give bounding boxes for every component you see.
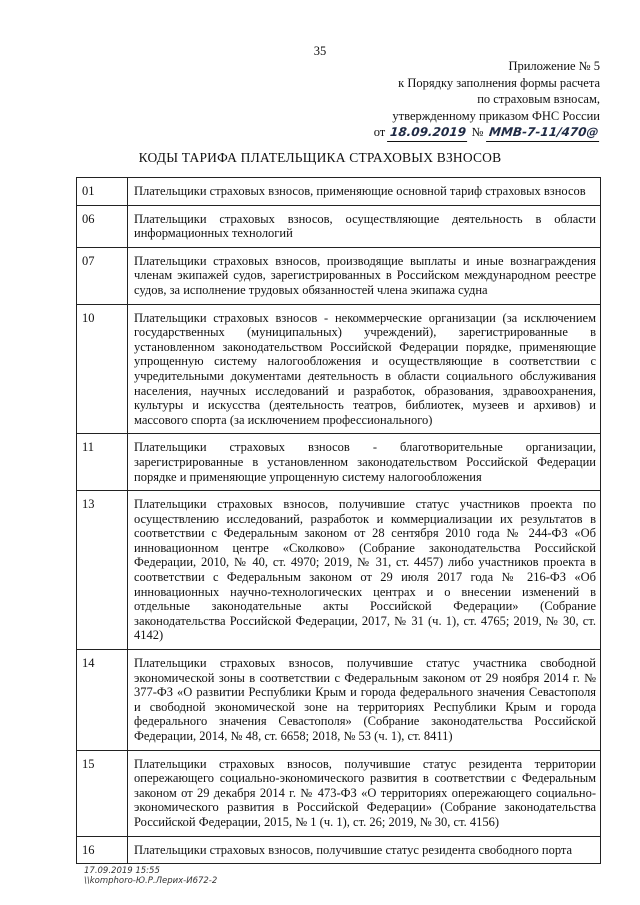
tariff-code: 13 [77,491,128,650]
tariff-description: Плательщики страховых взносов - благотворительные организации, зарегистрированные в установленном законодательством Российской Федерации порядке и применяющие упрощенную систему налогообложения [128,434,601,491]
tariff-description: Плательщики страховых взносов, получившие статус резидента свободного порта [128,836,601,864]
tariff-code: 16 [77,836,128,864]
tariff-code: 14 [77,650,128,751]
table-row [77,750,601,836]
tariff-description: Плательщики страховых взносов, получившие статус участника свободной экономической зоны в соответствии с Федеральным законом от 29 ноября 2014 г. № 377-ФЗ «О развитии Республики Крым и города федерального значения Севастополя и свободной экономической зоне на территориях Республики Крым и города федерального значения Севастополя» (Собрание законодательства Российской Федерации, 2014, № 48, ст. 6658; 2018, № 53 (ч. 1), ст. 8411) [128,650,601,751]
appendix-line: по страховым взносам, [477,92,600,107]
appendix-header [280,58,600,142]
order-number-handwritten: ММВ-7-11/470@ [486,124,601,142]
tariff-description: Плательщики страховых взносов, применяющие основной тариф страховых взносов [128,178,601,206]
table-row [77,650,601,751]
tariff-code: 15 [77,750,128,836]
appendix-title: Приложение № 5 [508,59,600,73]
tariff-code: 11 [77,434,128,491]
table-row [77,836,601,864]
tariff-codes-table [76,177,601,864]
tariff-description: Плательщики страховых взносов, производящие выплаты и иные вознаграждения членам экипажей судов, зарегистрированных в Российском международном реестре судов, за исполнение трудовых обязанностей члена экипажа судна [128,247,601,304]
tariff-code: 10 [77,304,128,434]
order-ot-label: от [373,125,386,140]
table-row [77,434,601,491]
table-row [77,205,601,247]
appendix-line: к Порядку заполнения формы расчета [398,75,600,90]
tariff-description: Плательщики страховых взносов - некоммерческие организации (за исключением государственных (муниципальных) учреждений), зарегистрированные в установленном законодательством Российской Федерации порядке, применяющие упрощенную систему налогообложения и осуществляющие в соответствии с учредительными документами деятельность в области социального обслуживания населения, научных исследований и разработок, образования, здравоохранения, культуры и искусства (деятельность театров, библиотек, музеев и архивов) и массового спорта (за исключением профессионального) [128,304,601,434]
page-number: 35 [313,44,327,58]
table-row [77,178,601,206]
appendix-line: утвержденному приказом ФНС России [392,108,600,123]
order-date-handwritten: 18.09.2019 [387,124,469,142]
tariff-description: Плательщики страховых взносов, получившие статус участников проекта по осуществлению исследований, разработок и коммерциализации их результатов в соответствии с Федеральным законом от 28 сентября 2010 года № 244-ФЗ «Об инновационном центре «Сколково» (Собрание законодательства Российской Федерации, 2010, № 40, ст. 4970; 2019, № 31, ст. 4457) либо участников проекта в соответствии с Федеральным законом от 29 июля 2017 года № 216-ФЗ «Об инновационных научно-технологических центрах и о внесении изменений в отдельные законодательные акты Российской Федерации» (Собрание законодательства Российской Федерации, 2017, № 31 (ч. 1), ст. 4765; 2019, № 30, ст. 4142) [128,491,601,650]
file-footer [84,866,217,886]
tariff-code: 07 [77,247,128,304]
tariff-code: 06 [77,205,128,247]
order-reference [280,124,600,142]
document-title: КОДЫ ТАРИФА ПЛАТЕЛЬЩИКА СТРАХОВЫХ ВЗНОСОВ [138,150,502,165]
table-row [77,247,601,304]
tariff-code: 01 [77,178,128,206]
table-row [77,304,601,434]
table-row [77,491,601,650]
tariff-description: Плательщики страховых взносов, получившие статус резидента территории опережающего социально-экономического развития в соответствии с Федеральным законом от 29 декабря 2014 г. № 473-ФЗ «О территориях опережающего социально-экономического развития в Российской Федерации» (Собрание законодательства Российской Федерации, 2015, № 1 (ч. 1), ст. 26; 2019, № 30, ст. 4156) [128,750,601,836]
footer-timestamp: 17.09.2019 15:55 [84,866,160,876]
tariff-description: Плательщики страховых взносов, осуществляющие деятельность в области информационных технологий [128,205,601,247]
footer-file-path: \\komphoro-Ю.Р.Лерих-И672-2 [84,876,218,886]
order-number-sign: № [471,125,484,140]
